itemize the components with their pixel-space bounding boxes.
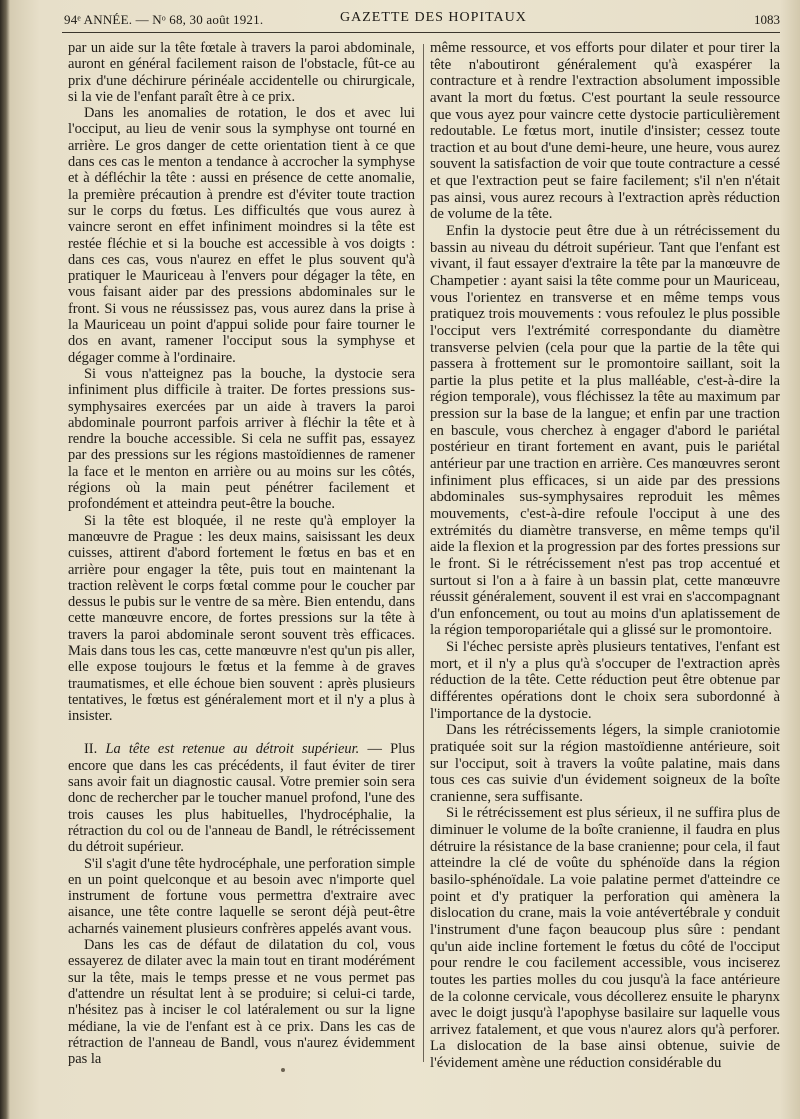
- section-paragraph: [68, 741, 415, 855]
- print-mark: [281, 1068, 285, 1072]
- right-column: [430, 40, 780, 1072]
- paragraph: même ressource, et vos efforts pour dilater et pour tirer la tête n'aboutiront généralement qu'à exaspérer la contracture et à rendre l'extraction absolument impossible avant la mort du fœtus. C'est pourtant la seule ressource que vous ayez pour vaincre cette dystocie particulièrement redoutable. Le fœtus mort, inutile d'insister; cessez toute traction et au bout d'une demi-heure, une heure, vous aurez souvent la satisfaction de voir que toute contracture a cessé et que l'extraction peut se faire facilement; s'il n'en n'était pas ainsi, vous aurez recours à l'extraction après réduction de volume de la tête.: [430, 40, 780, 223]
- paragraph: Dans les cas de défaut de dilatation du col, vous essayerez de dilater avec la main tout en tirant modérément sur la tête, mais le temps presse et ne vous permet pas d'attendre un résultat lent à se produire; si celui-ci tarde, n'hésitez pas à inciser le col latéralement ou sur la ligne médiane, la vie de l'enfant est à ce prix. Dans les cas de rétraction de l'anneau de Bandl, vous n'aurez évidemment pas la: [68, 937, 415, 1068]
- section-number: II.: [84, 741, 98, 758]
- paragraph: Si la tête est bloquée, il ne reste qu'à employer la manœuvre de Prague : les deux mains, saisissant les deux cuisses, attirent d'abord fortement le fœtus en bas et en arrière pour engager la tête, puis tout en maintenant la traction relèvent le corps fœtal comme pour le coucher par dessus le pubis sur le ventre de sa mère. Bien entendu, dans cette manœuvre encore, de fortes pressions sur la tête à travers la paroi abdominale seront souvent très efficaces. Mais dans tous les cas, cette manœuvre n'est qu'un pis aller, elle expose toujours le fœtus et la femme à de graves traumatismes, et elle échoue bien souvent : après plusieurs tentatives, le fœtus est généralement mort et il n'y a plus à insister.: [68, 512, 415, 725]
- column-divider: [423, 44, 424, 1062]
- section-text: — Plus encore que dans les cas précédents, il faut éviter de tirer sans avoir fait un diagnostic causal. Votre premier soin sera donc de rechercher par le toucher manuel profond, l'une des trois causes les plus habituelles, l'hydrocéphalie, la rétraction du col ou de l'anneau de Bandl, le rétrécissement du détroit supérieur.: [68, 741, 415, 856]
- paragraph: Dans les anomalies de rotation, le dos et avec lui l'occiput, au lieu de venir sous la symphyse ont tourné en arrière. Le gros danger de cette orientation tient à ce que dans ces cas le menton a tendance à accrocher la symphyse et à défléchir la tête : aussi en présence de cette anomalie, la première précaution à prendre est d'éviter toute traction sur le corps du fœtus. Les difficultés que vous aurez à vaincre seront en effet infiniment moindres si la tête est restée fléchie et si la bouche est accessible à vos doigts : dans ces cas, vous n'aurez en effet le plus souvent qu'à pratiquer le Mauriceau à l'envers pour dégager la tête, en vous faisant aider par des pressions abdominales sur le front. Si vous ne réussissez pas, vous aurez dans la prise à la Mauriceau un point d'appui solide pour faire tourner le dos en avant, ramener l'occiput sous la symphyse et dégager comme à l'ordinaire.: [68, 105, 415, 366]
- running-header: [62, 6, 780, 33]
- paragraph: Si le rétrécissement est plus sérieux, il ne suffira plus de diminuer le volume de la boîte cranienne, il faudra en plus détruire la résistance de la base cranienne; pour cela, il faut atteindre la clé de voûte du sphénoïde dans la région basilo-sphénoïdale. La voie palatine permet d'atteindre ce point et d'y pratiquer la perforation qui amènera la dislocation du crane, mais la voie antévertébrale y conduit l'instrument d'une façon beaucoup plus sûre : pendant qu'un aide incline fortement le fœtus du côté de l'occiput pour rendre le cou facilement accessible, vous inciserez toutes les parties molles du cou jusqu'à la face antérieure de la colonne cervicale, vous décollerez ensuite le pharynx avec le doigt jusqu'à l'apophyse basilaire sur laquelle vous arrivez fatalement, et que vous n'aurez alors qu'à perforer. La dislocation de la base ainsi obtenue, suivie de l'évidement amène une réduction considérable du: [430, 805, 780, 1072]
- paragraph: Si vous n'atteignez pas la bouche, la dystocie sera infiniment plus difficile à traiter. De fortes pressions sus-symphysaires exercées par un aide à travers la paroi abdominale pourront parfois arriver à fléchir la tête et à rendre la bouche accessible. Si cela ne suffit pas, essayez par des pressions sur les régions mastoïdiennes de ramener la face et le menton en arrière ou au moins sur les côtés, régions où la main peut pénétrer facilement et profondément et atteindra peut-être la bouche.: [68, 365, 415, 513]
- journal-title: GAZETTE DES HOPITAUX: [340, 10, 527, 25]
- left-column: [68, 40, 415, 1067]
- paragraph: Enfin la dystocie peut être due à un rétrécissement du bassin au niveau du détroit supérieur. Tant que l'enfant est vivant, il faut essayer d'extraire la tête par la manœuvre de Champetier : ayant saisi la tête comme pour un Mauriceau, vous l'orientez en transverse et en même temps vous pratiquez trois mouvements : vous refoulez le plus possible l'occiput vers l'extrémité correspondante du diamètre transverse pelvien (cela pour que la partie de la tête qui passera à frottement sur le promontoire saillant, soit la partie la plus petite et la plus malléable, c'est-à-dire la région temporale), vous fléchissez la tête au maximum par pression sur la base de la langue; et enfin par une traction en bascule, vous cherchez à engager d'abord le pariétal postérieur en tirant fortement en avant, puis le pariétal antérieur par une traction en arrière. Ces manœuvres seront infiniment plus efficaces, si un aide par des pressions abdominales sus-symphysaires reproduit les mêmes mouvements, c'est-à-dire refoule l'occiput à une des extrémités du diamètre transverse, en même temps qu'il aide la flexion et la progression par des fortes pressions sur le front. Si le rétrécissement n'est pas trop accentué et surtout si l'on a à faire à un bassin plat, cette manœuvre réussit généralement, souvent il est vrai en s'accompagnant d'un enfoncement, ou tout au moins d'un aplatissement de la région temporopariétale qui a glissé sur le promontoire.: [430, 223, 780, 639]
- paragraph: S'il s'agit d'une tête hydrocéphale, une perforation simple en un point quelconque et au besoin avec n'importe quel instrument de fortune vous permettra d'extraire avec aisance, une tête contre laquelle se seront déjà peut-être acharnés vainement plusieurs confrères appelés avant vous.: [68, 855, 415, 937]
- page-number: 1083: [754, 12, 780, 27]
- section-title: La tête est retenue au détroit supérieur.: [105, 741, 360, 758]
- issue-info: 94ᵉ ANNÉE. — Nᵒ 68, 30 août 1921.: [64, 12, 264, 27]
- paragraph: Si l'échec persiste après plusieurs tentatives, l'enfant est mort, et il n'y a plus qu'à s'occuper de l'extraction après réduction de la tête. Cette réduction peut être obtenue par différentes opérations dont le choix sera subordonné à l'importance de la dystocie.: [430, 639, 780, 722]
- paragraph: par un aide sur la tête fœtale à travers la paroi abdominale, auront en général facilement raison de l'obstacle, fût-ce au prix d'une déchirure périnéale accidentelle ou chirurgicale, si la vie de l'enfant paraît être à ce prix.: [68, 40, 415, 105]
- paragraph: Dans les rétrécissements légers, la simple craniotomie pratiquée soit sur la région mastoïdienne antérieure, soit sur l'occiput, soit à travers la voûte palatine, mais dans tous ces cas suivie d'un évidement soigneux de la boîte cranienne, sera suffisante.: [430, 722, 780, 805]
- binding-edge: [0, 0, 10, 1119]
